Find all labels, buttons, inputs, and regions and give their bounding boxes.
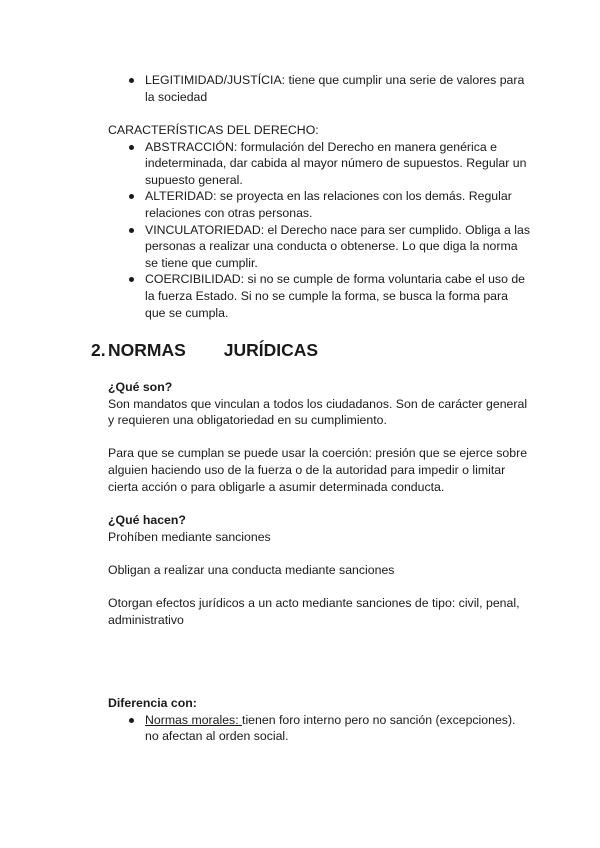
normas-morales-description: tienen foro interno pero no sanción (excepciones). no afectan al orden social. — [145, 712, 516, 744]
intro-bullet-list — [108, 72, 530, 105]
diferencia-section — [108, 695, 530, 745]
bullet-vinculatoriedad: VINCULATORIEDAD: el Derecho nace para ser cumplido. Obliga a las personas a realizar una conducta o obtenerse. Lo que diga la norma se tiene que cumplir. — [108, 222, 530, 272]
bullet-abstraccion: ABSTRACCIÓN: formulación del Derecho en manera genérica e indeterminada, dar cabida al mayor número de supuestos. Regular un supuesto general. — [108, 139, 530, 189]
que-hacen-title: ¿Qué hacen? — [108, 513, 186, 527]
diferencia-title: Diferencia con: — [108, 696, 197, 710]
intro-section — [108, 72, 530, 105]
section-heading — [91, 340, 318, 360]
bullet-legitimidad: LEGITIMIDAD/JUSTÍCIA: tiene que cumplir una serie de valores para la sociedad — [108, 72, 530, 105]
que-son-section — [108, 379, 530, 495]
bullet-alteridad: ALTERIDAD: se proyecta en las relaciones con los demás. Regular relaciones con otras personas. — [108, 188, 530, 221]
que-son-paragraph-1: Son mandatos que vinculan a todos los ciudadanos. Son de carácter general y requieren una obligatoriedad en su cumplimiento. — [108, 396, 528, 428]
caracteristicas-list — [108, 139, 530, 322]
caracteristicas-title: CARACTERÍSTICAS DEL DERECHO: — [108, 123, 319, 137]
que-son-paragraph-2: Para que se cumplan se puede usar la coerción: presión que se ejerce sobre alguien haciendo uso de la fuerza o de la autoridad para impedir o limitar cierta acción o para obligarle a asumir determinada conducta. — [108, 446, 528, 494]
que-hacen-paragraph-2: Obligan a realizar una conducta mediante sanciones — [108, 562, 395, 577]
que-son-title: ¿Qué son? — [108, 380, 173, 394]
que-hacen-paragraph-3: Otorgan efectos jurídicos a un acto mediante sanciones de tipo: civil, penal, administrativo — [108, 595, 520, 627]
que-hacen-paragraph-1: Prohíben mediante sanciones — [108, 529, 271, 544]
section-number: 2. — [91, 340, 106, 360]
que-hacen-section — [108, 512, 530, 628]
caracteristicas-section — [108, 122, 530, 321]
section-word-normas: NORMAS — [108, 340, 186, 360]
diferencia-list — [108, 712, 530, 745]
bullet-normas-morales — [108, 712, 530, 745]
section-word-juridicas: JURÍDICAS — [223, 340, 319, 360]
normas-morales-term: Normas morales: — [145, 712, 243, 727]
bullet-coercibilidad: COERCIBILIDAD: si no se cumple de forma voluntaria cabe el uso de la fuerza Estado. Si no se cumple la forma, se busca la forma para que se cumpla. — [108, 271, 530, 321]
